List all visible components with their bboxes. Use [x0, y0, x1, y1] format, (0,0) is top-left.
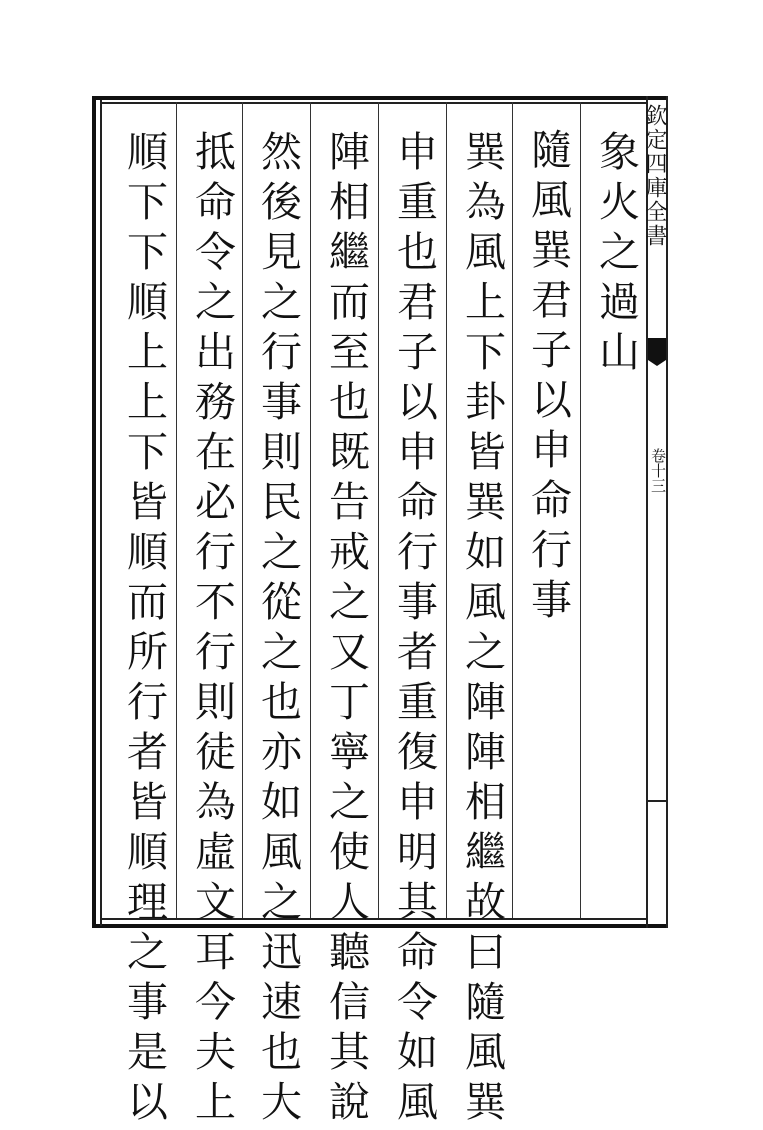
- spine-title: 欽定四庫全書: [642, 104, 667, 248]
- column-rule: [176, 102, 177, 918]
- column-rule: [512, 102, 513, 918]
- fishtail-mark: [648, 338, 666, 360]
- text-column-1: 象火之過山: [592, 130, 640, 380]
- text-column-7: 抵命令之出務在必行不行則徒為虛文耳今夫上: [188, 130, 236, 1130]
- column-rule: [446, 102, 447, 918]
- spine-volume: 卷十三: [649, 448, 667, 493]
- column-rule: [242, 102, 243, 918]
- inner-border-top: [100, 102, 646, 104]
- text-column-3: 巽為風上下卦皆巽如風之陣陣相繼故曰隨風巽: [458, 130, 506, 1130]
- column-rule: [580, 102, 581, 918]
- spine-tick: [648, 800, 666, 802]
- page-border: [92, 96, 668, 928]
- column-rule: [378, 102, 379, 918]
- column-rule: [310, 102, 311, 918]
- inner-border-left: [100, 100, 102, 926]
- text-column-5: 陣相繼而至也既告戒之又丁寧之使人聽信其說: [322, 130, 370, 1130]
- text-column-2: 隨風巽君子以申命行事: [524, 128, 572, 628]
- text-column-6: 然後見之行事則民之從之也亦如風之迅速也大: [254, 130, 302, 1130]
- text-column-8: 順下下順上上下皆順而所行者皆順理之事是以: [120, 130, 168, 1130]
- text-column-4: 申重也君子以申命行事者重復申明其命令如風: [390, 130, 438, 1130]
